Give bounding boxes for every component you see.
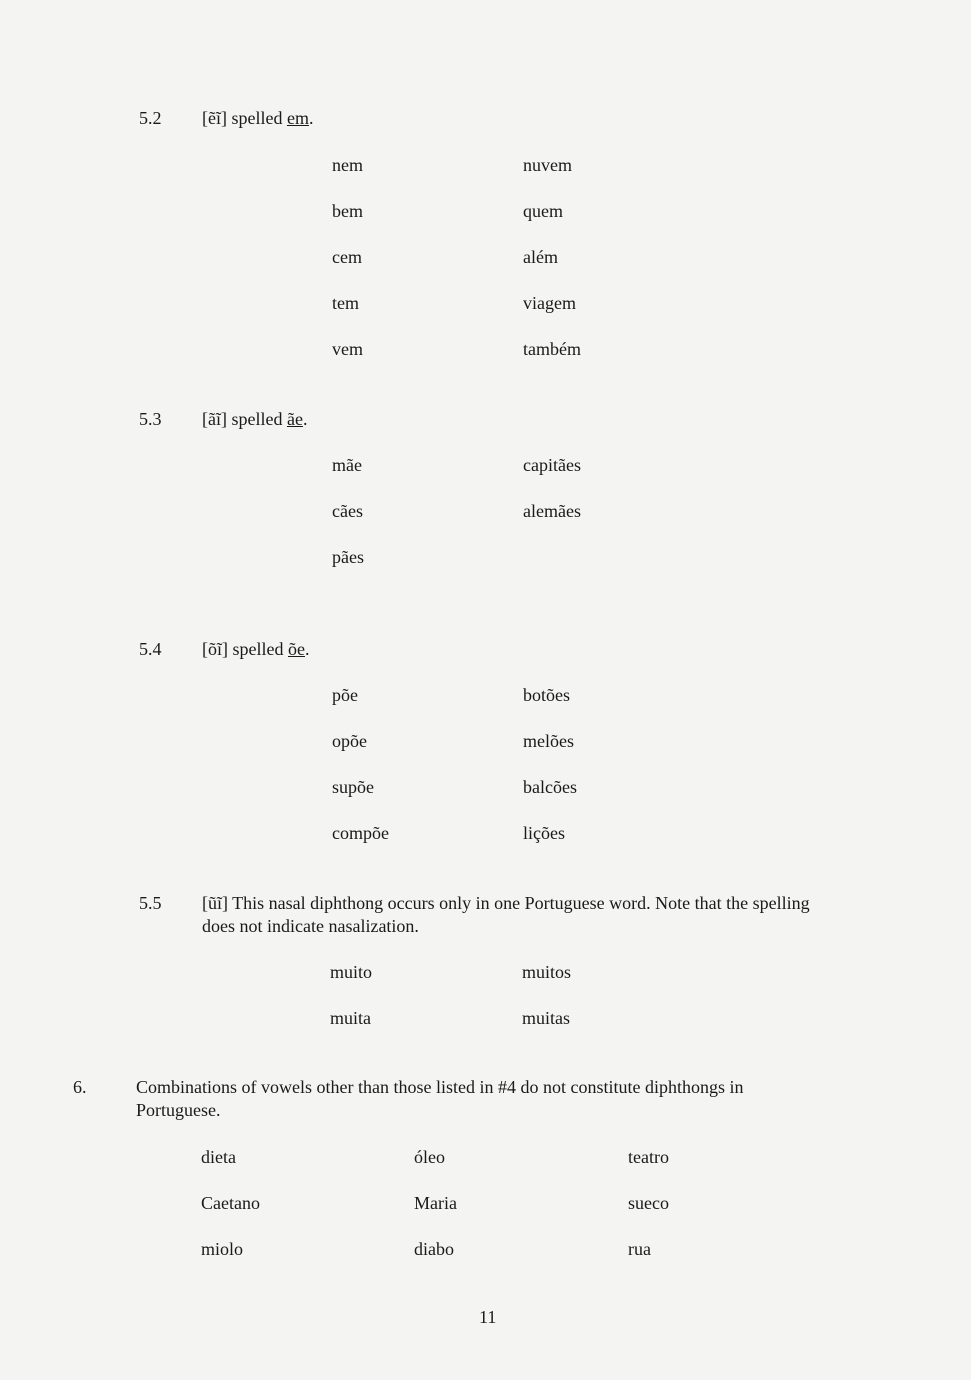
word: óleo xyxy=(414,1147,445,1167)
word: rua xyxy=(628,1239,651,1259)
heading-prefix: [ẽĩ] spelled xyxy=(202,108,287,128)
heading-period: . xyxy=(304,639,310,659)
heading-prefix: [õĩ] spelled xyxy=(202,639,288,659)
word: quem xyxy=(523,201,563,221)
page-number: 11 xyxy=(479,1307,497,1327)
word: cães xyxy=(332,501,363,521)
section-6-text-line-1: Combinations of vowels other than those listed in #4 do not constitute diphthongs in xyxy=(136,1077,744,1097)
word: muito xyxy=(330,962,373,982)
word: viagem xyxy=(523,293,576,313)
section-5-5-number: 5.5 xyxy=(139,893,162,913)
word: bem xyxy=(332,201,363,221)
word: vem xyxy=(332,339,363,359)
word: teatro xyxy=(628,1147,669,1167)
heading-period: . xyxy=(302,409,308,429)
word: Caetano xyxy=(201,1193,260,1213)
heading-spelling: em xyxy=(286,108,309,128)
word: lições xyxy=(523,823,565,843)
word: tem xyxy=(332,293,359,313)
word: pães xyxy=(332,547,364,567)
word: capitães xyxy=(523,455,581,475)
heading-spelling: ãe xyxy=(286,409,303,429)
section-5-5-text-line-2: does not indicate nasalization. xyxy=(202,916,419,936)
word: mãe xyxy=(332,455,362,475)
heading-period: . xyxy=(308,108,314,128)
section-5-3-number: 5.3 xyxy=(139,409,162,429)
word: balcões xyxy=(523,777,577,797)
word: põe xyxy=(332,685,358,705)
word: Maria xyxy=(414,1193,457,1213)
word: melões xyxy=(523,731,574,751)
word: supõe xyxy=(332,777,374,797)
section-5-3-heading xyxy=(202,408,307,430)
word: cem xyxy=(332,247,362,267)
section-6-text-line-2: Portuguese. xyxy=(136,1100,221,1120)
section-5-4-heading xyxy=(202,638,309,660)
heading-spelling: õe xyxy=(287,639,305,659)
word: alemães xyxy=(523,501,581,521)
word: botões xyxy=(523,685,570,705)
word: muita xyxy=(330,1008,371,1028)
word: também xyxy=(523,339,581,359)
word: além xyxy=(523,247,558,267)
word: compõe xyxy=(332,823,389,843)
word: sueco xyxy=(628,1193,669,1213)
word: diabo xyxy=(414,1239,454,1259)
word: miolo xyxy=(201,1239,244,1259)
word: muitos xyxy=(522,962,572,982)
heading-prefix: [ãĩ] spelled xyxy=(202,409,287,429)
section-5-5-text-line-1: [ũĩ] This nasal diphthong occurs only in one Portuguese word. Note that the spelling xyxy=(202,893,810,913)
section-5-4-number: 5.4 xyxy=(139,639,162,659)
word: dieta xyxy=(201,1147,236,1167)
word: opõe xyxy=(332,731,367,751)
section-5-2-number: 5.2 xyxy=(139,108,162,128)
section-5-2-heading xyxy=(202,107,313,129)
word: nem xyxy=(332,155,363,175)
word: muitas xyxy=(522,1008,570,1028)
section-6-number: 6. xyxy=(73,1077,87,1097)
word: nuvem xyxy=(523,155,572,175)
